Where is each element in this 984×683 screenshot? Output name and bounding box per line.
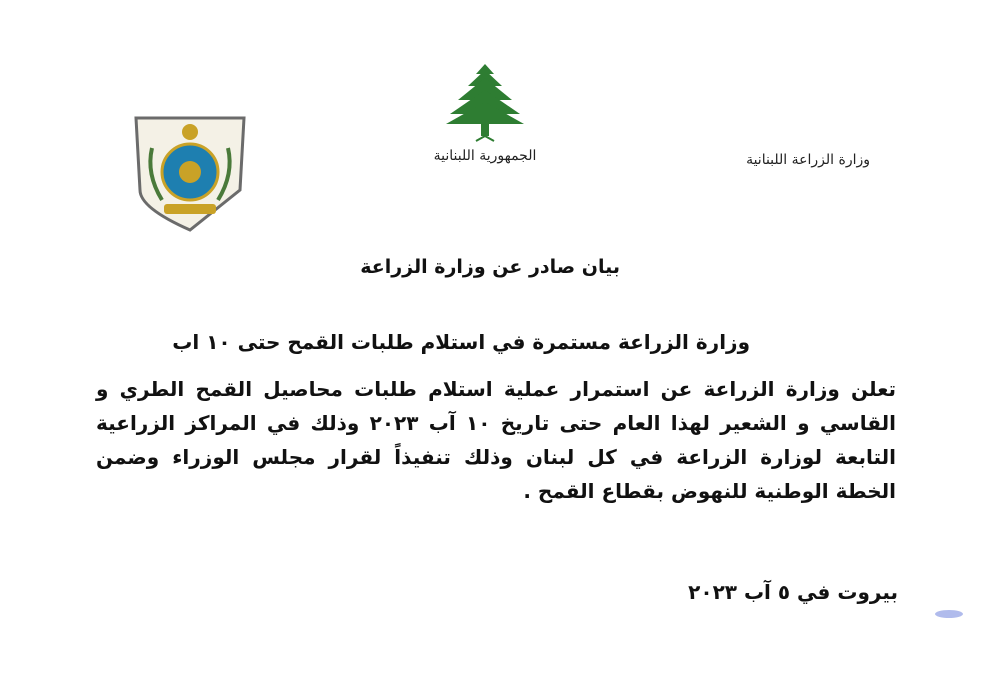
statement-title: بيان صادر عن وزارة الزراعة <box>360 256 620 278</box>
stamp-mark-icon <box>934 609 964 619</box>
republic-label: الجمهورية اللبنانية <box>433 148 537 164</box>
cedar-logo-icon <box>440 62 530 142</box>
signoff-date: بيروت في ٥ آب ٢٠٢٣ <box>688 580 898 604</box>
ministry-emblem-icon <box>128 108 252 232</box>
body-paragraph: تعلن وزارة الزراعة عن استمرار عملية استلام طلبات محاصيل القمح الطري و القاسي و الشعير لهذا العام حتى تاريخ ١٠ آب ٢٠٢٣ وذلك في المراكز الزراعية التابعة لوزارة الزراعة في كل لبنان وذلك تنفيذاً لقرار مجلس الوزراء وضمن الخطة الوطنية للنهوض بقطاع القمح . <box>96 377 896 503</box>
ministry-name: وزارة الزراعة اللبنانية <box>746 152 870 168</box>
headline: وزارة الزراعة مستمرة في استلام طلبات القمح حتى ١٠ اب <box>172 330 750 354</box>
